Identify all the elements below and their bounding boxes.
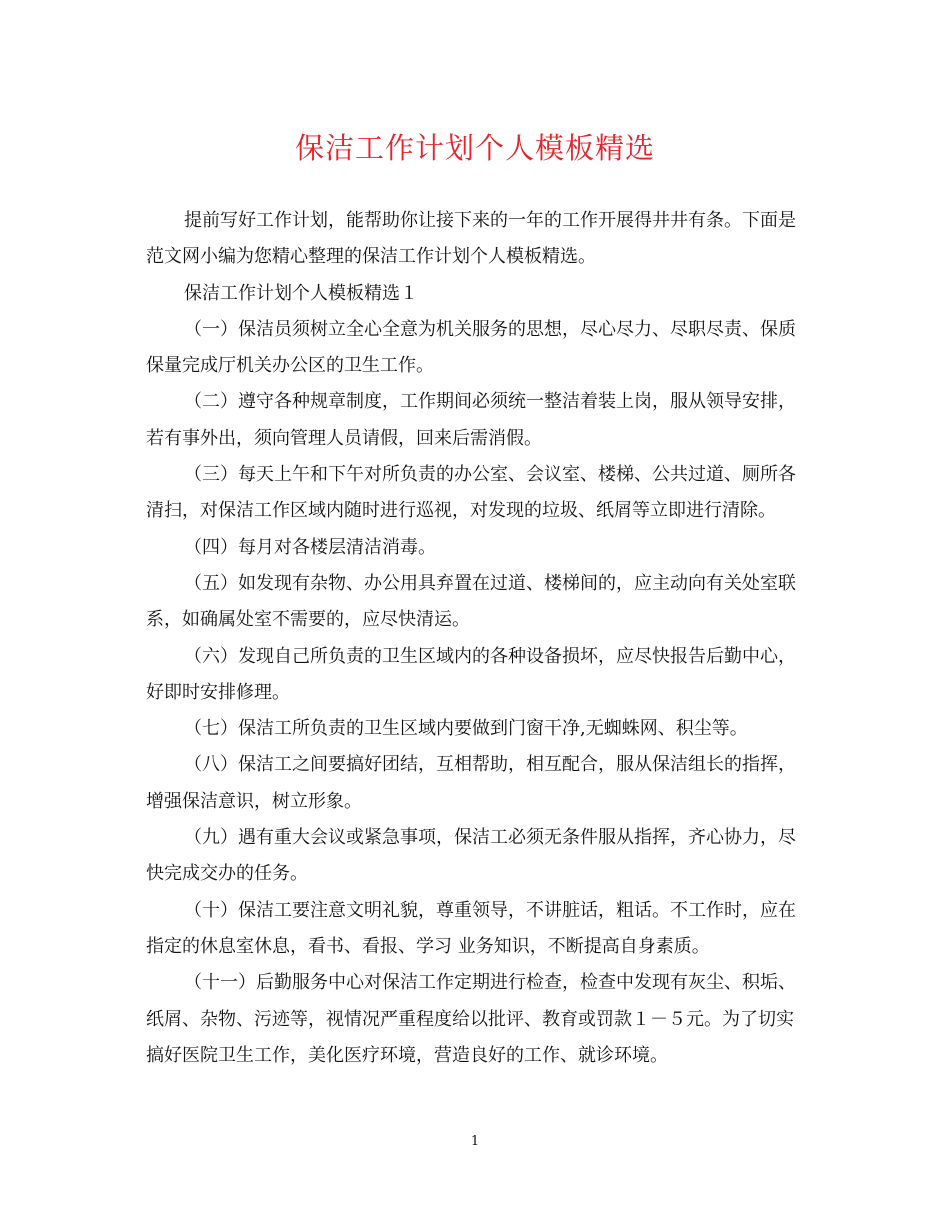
section-heading: 保洁工作计划个人模板精选１ [184,282,418,304]
document-title: 保洁工作计划个人模板精选 [294,131,655,165]
item-paragraph-11: （十一）后勤服务中心对保洁工作定期进行检查，检查中发现有灰尘、积垢、纸屑、杂物、污迹等，视情况严重程度给以批评、教育或罚款１－５元。为了切实搞好医院卫生工作，美化医疗环境，营造良好的工作、就诊环境。 [146,972,796,1066]
item-paragraph-7: （七）保洁工所负责的卫生区域内要做到门窗干净,无蜘蛛网、积尘等。 [184,718,748,740]
item-paragraph-9: （九）遇有重大会议或紧急事项，保洁工必须无条件服从指挥，齐心协力，尽快完成交办的任务。 [146,827,796,885]
intro-paragraph: 提前写好工作计划，能帮助你让接下来的一年的工作开展得井井有条。下面是范文网小编为您精心整理的保洁工作计划个人模板精选。 [146,210,796,268]
page-number: 1 [470,1134,480,1149]
item-paragraph-3: （三）每天上午和下午对所负责的办公室、会议室、楼梯、公共过道、厕所各清扫，对保洁工作区域内随时进行巡视，对发现的垃圾、纸屑等立即进行清除。 [146,464,796,522]
item-paragraph-8: （八）保洁工之间要搞好团结，互相帮助，相互配合，服从保洁组长的指挥，增强保洁意识，树立形象。 [146,754,796,812]
item-paragraph-1: （一）保洁员须树立全心全意为机关服务的思想，尽心尽力、尽职尽责、保质保量完成厅机关办公区的卫生工作。 [146,318,796,377]
item-paragraph-10: （十）保洁工要注意文明礼貌，尊重领导，不讲脏话，粗话。不工作时，应在指定的休息室休息，看书、看报、学习 业务知识，不断提高自身素质。 [146,899,796,957]
item-paragraph-4: （四）每月对各楼层清洁消毒。 [184,536,436,558]
item-paragraph-5: （五）如发现有杂物、办公用具弃置在过道、楼梯间的，应主动向有关处室联系，如确属处室不需要的，应尽快清运。 [146,572,796,631]
item-paragraph-6: （六）发现自己所负责的卫生区域内的各种设备损坏，应尽快报告后勤中心，好即时安排修理。 [146,645,796,703]
document-body [146,203,811,1074]
item-paragraph-2: （二）遵守各种规章制度，工作期间必须统一整洁着装上岗，服从领导安排，若有事外出，须向管理人员请假，回来后需消假。 [146,391,796,449]
